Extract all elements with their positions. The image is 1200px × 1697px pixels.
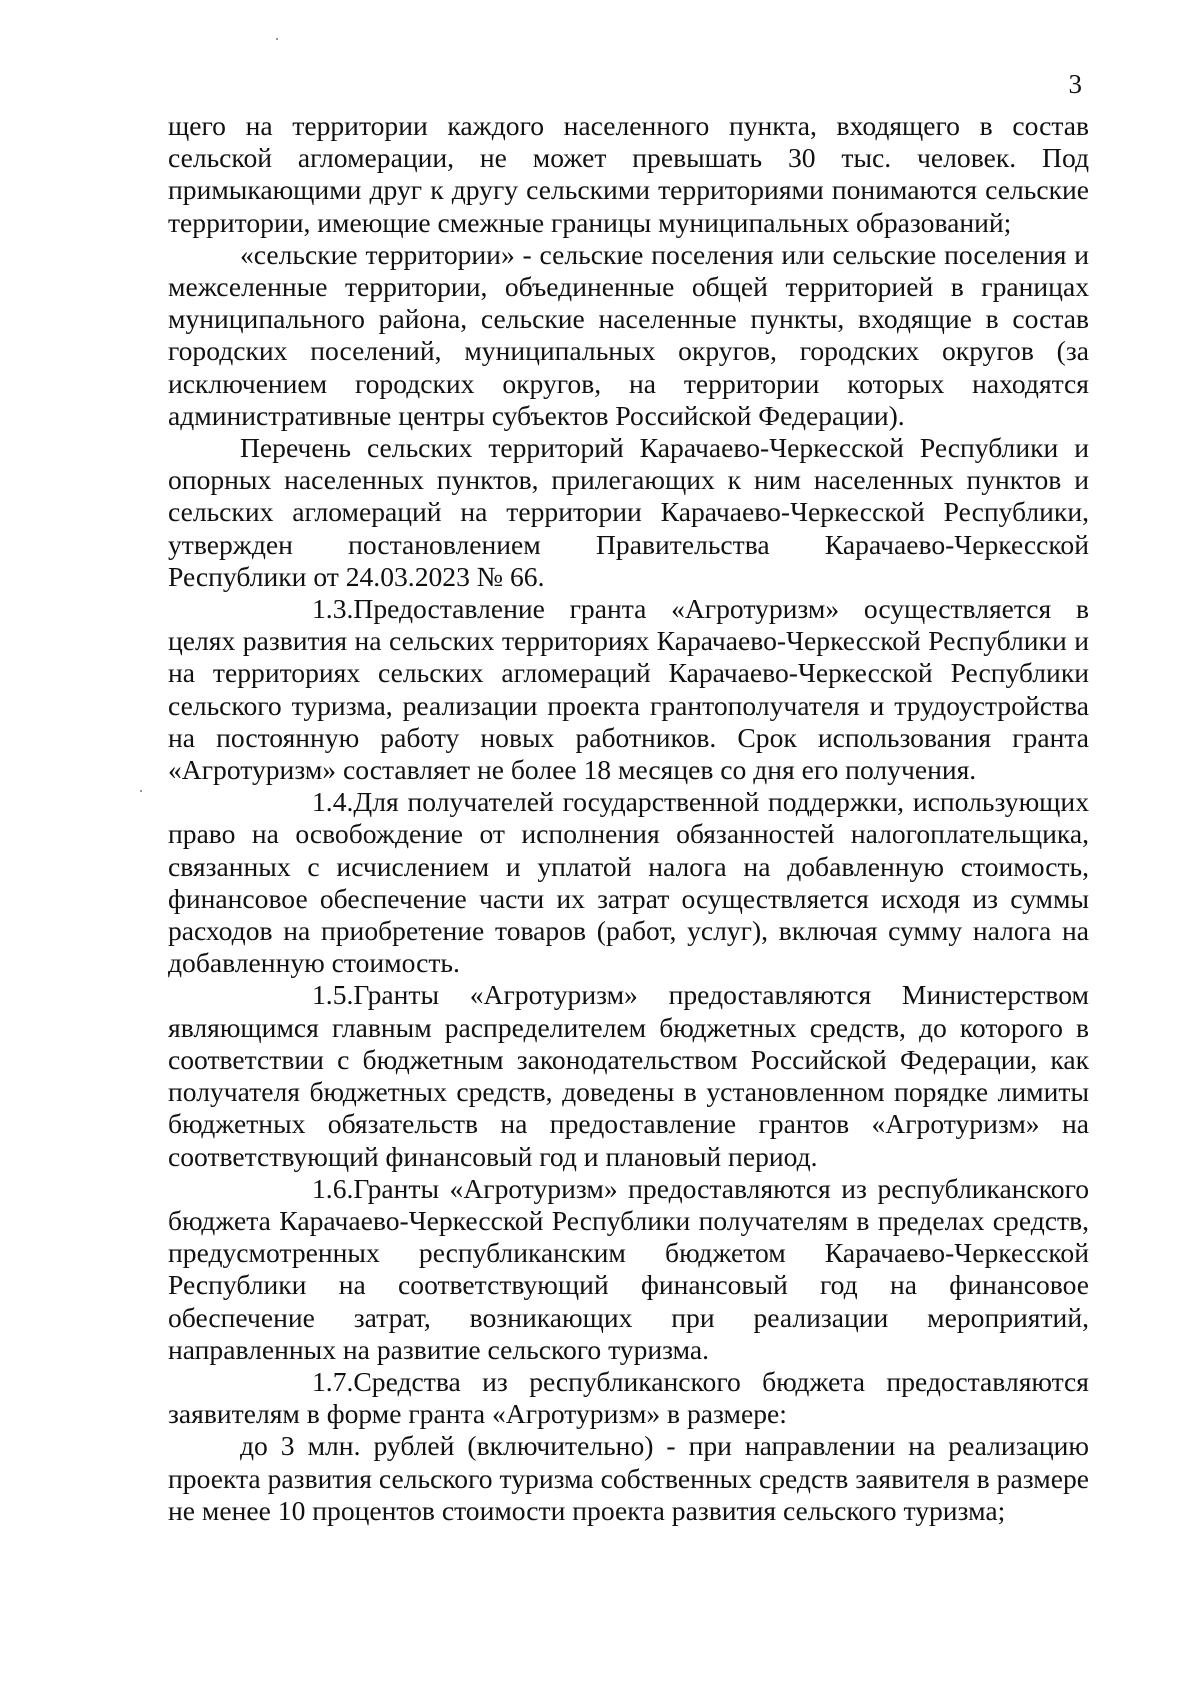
paragraph-text: Предоставление гранта «Агротуризм» осуществляется в целях развития на сельских территориях Карачаево-Черкесской Республики и на территориях сельских агломераций Карачаево-Черкесской Республики сельского туризма, реализации проекта грантополучателя и трудоустройства на постоянную работу новых работников. Срок использования гранта «Агротуризм» составляет не более 18 месяцев со дня его получения. (168, 593, 1089, 786)
paragraph (168, 110, 1089, 239)
paragraph-number: 1.4. (312, 786, 354, 818)
page-number: 3 (1068, 69, 1082, 99)
document-body (168, 110, 1089, 1527)
paragraph-text: Гранты «Агротуризм» предоставляются из республиканского бюджета Карачаево-Черкесской Республики получателям в пределах средств, предусмотренных республиканским бюджетом Карачаево-Черкесской Республики на соответствующий финансовый год на финансовое обеспечение затрат, возникающих при реализации мероприятий, направленных на развитие сельского туризма. (168, 1172, 1089, 1365)
paragraph-text: Средства из республиканского бюджета предоставляются заявителям в форме гранта «Агротуризм» в размере: (168, 1365, 1089, 1430)
paragraph-text: до 3 млн. рублей (включительно) - при направлении на реализацию проекта развития сельского туризма собственных средств заявителя в размере не менее 10 процентов стоимости проекта развития сельского туризма; (168, 1430, 1089, 1526)
paragraph-text: Для получателей государственной поддержки, использующих право на освобождение от исполнения обязанностей налогоплательщика, связанных с исчислением и уплатой налога на добавленную стоимость, финансовое обеспечение части их затрат осуществляется исходя из суммы расходов на приобретение товаров (работ, услуг), включая сумму налога на добавленную стоимость. (168, 786, 1089, 979)
paragraph-text: Гранты «Агротуризм» предоставляются Министерством являющимся главным распределителем бюджетных средств, до которого в соответствии с бюджетным законодательством Российской Федерации, как получателя бюджетных средств, доведены в установленном порядке лимиты бюджетных обязательств на предоставление грантов «Агротуризм» на соответствующий финансовый год и плановый период. (168, 979, 1089, 1172)
paragraph-text: Перечень сельских территорий Карачаево-Черкесской Республики и опорных населенных пунктов, прилегающих к ним населенных пунктов и сельских агломераций на территории Карачаево-Черкесской Республики, утвержден постановлением Правительства Карачаево-Черкесской Республики от 24.03.2023 № 66. (168, 432, 1089, 592)
paragraph-text: щего на территории каждого населенного пункта, входящего в состав сельской агломерации, не может превышать 30 тыс. человек. Под примыкающими друг к другу сельскими территориями понимаются сельские территории, имеющие смежные границы муниципальных образований; (168, 110, 1089, 238)
scan-speck (276, 38, 278, 40)
numbered-paragraph (168, 1366, 1089, 1430)
numbered-paragraph (168, 593, 1089, 786)
numbered-paragraph (168, 979, 1089, 1172)
paragraph-number: 1.5. (312, 979, 354, 1011)
paragraph (168, 432, 1089, 593)
paragraph (168, 239, 1089, 432)
scan-speck (140, 790, 142, 792)
numbered-paragraph (168, 786, 1089, 979)
numbered-paragraph (168, 1173, 1089, 1366)
paragraph (168, 1430, 1089, 1527)
paragraph-number: 1.7. (312, 1365, 354, 1397)
paragraph-number: 1.3. (312, 593, 354, 625)
paragraph-number: 1.6. (312, 1172, 354, 1204)
paragraph-text: «сельские территории» - сельские поселения или сельские поселения и межселенные территории, объединенные общей территорией в границах муниципального района, сельские населенные пункты, входящие в состав городских поселений, муниципальных округов, городских округов (за исключением городских округов, на территории которых находятся административные центры субъектов Российской Федерации). (168, 238, 1089, 431)
